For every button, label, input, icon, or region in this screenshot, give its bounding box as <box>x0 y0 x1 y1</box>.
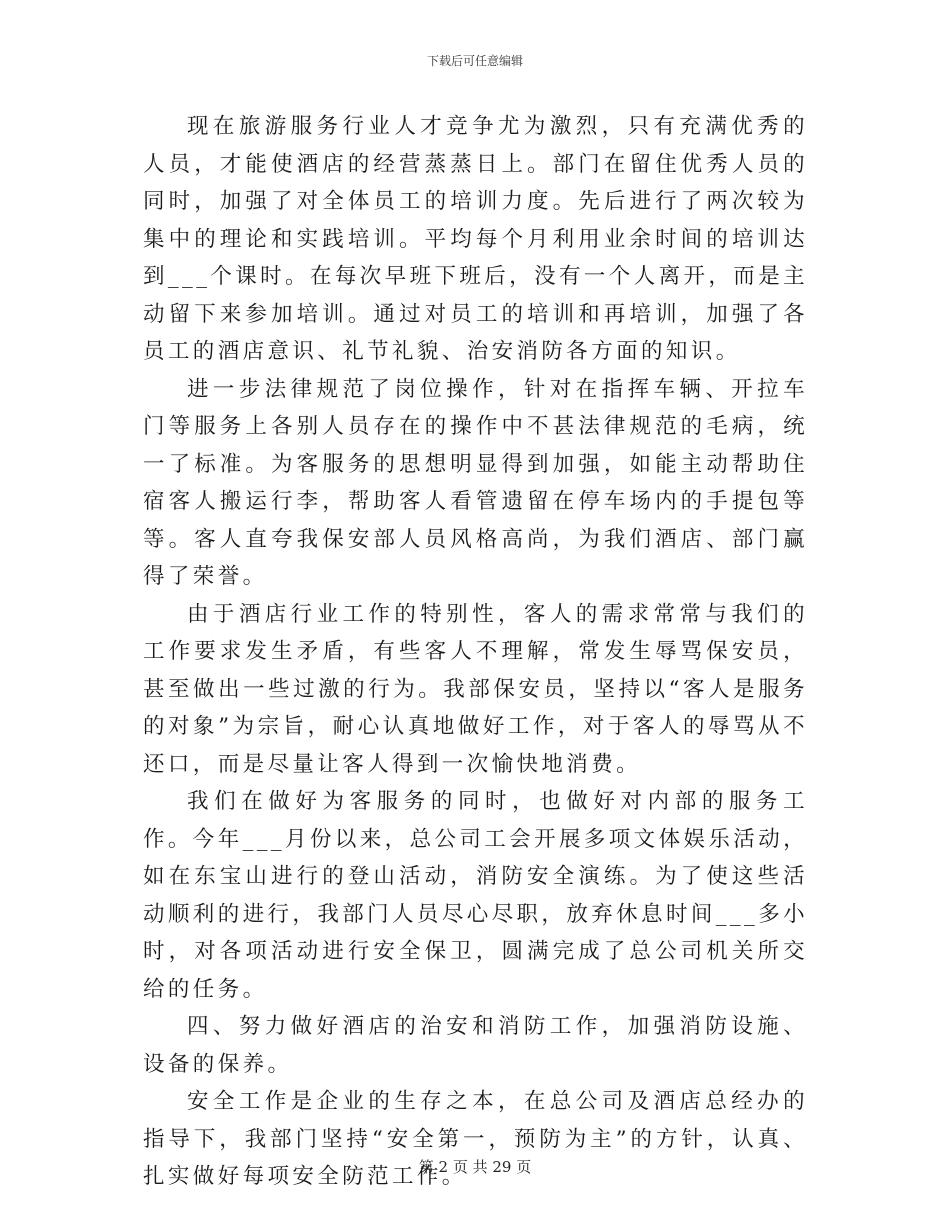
page-header-note: 下载后可任意编辑 <box>426 54 523 68</box>
page-number: 第 2 页 共 29 页 <box>418 1158 532 1176</box>
paragraph: 现在旅游服务行业人才竞争尤为激烈，只有充满优秀的人员，才能使酒店的经营蒸蒸日上。部门在留住优秀人员的同时，加强了对全体员工的培训力度。先后进行了两次较为集中的理论和实践培训。平均每个月利用业余时间的培训达到___个课时。在每次早班下班后，没有一个人离开，而是主动留下来参加培训。通过对员工的培训和再培训，加强了各员工的酒店意识、礼节礼貌、治安消防各方面的知识。 <box>143 114 808 364</box>
paragraph: 安全工作是企业的生存之本，在总公司及酒店总经办的指导下，我部门坚持“安全第一，预防为主”的方针，认真、扎实做好每项安全防范工作。 <box>143 1089 808 1189</box>
paragraph: 我们在做好为客服务的同时，也做好对内部的服务工作。今年___月份以来，总公司工会开展多项文体娱乐活动，如在东宝山进行的登山活动，消防安全演练。为了使这些活动顺利的进行，我部门人员尽心尽职，放弃休息时间___多小时，对各项活动进行安全保卫，圆满完成了总公司机关所交给的任务。 <box>143 789 808 1002</box>
document-body <box>143 108 808 1196</box>
paragraph: 进一步法律规范了岗位操作，针对在指挥车辆、开拉车门等服务上各别人员存在的操作中不甚法律规范的毛病，统一了标准。为客服务的思想明显得到加强，如能主动帮助住宿客人搬运行李，帮助客人看管遗留在停车场内的手提包等等。客人直夸我保安部人员风格高尚，为我们酒店、部门赢得了荣誉。 <box>143 376 808 589</box>
section-heading: 四、努力做好酒店的治安和消防工作，加强消防设施、设备的保养。 <box>143 1014 808 1077</box>
paragraph: 由于酒店行业工作的特别性，客人的需求常常与我们的工作要求发生矛盾，有些客人不理解，常发生辱骂保安员，甚至做出一些过激的行为。我部保安员，坚持以“客人是服务的对象”为宗旨，耐心认真地做好工作，对于客人的辱骂从不还口，而是尽量让客人得到一次愉快地消费。 <box>143 601 808 777</box>
